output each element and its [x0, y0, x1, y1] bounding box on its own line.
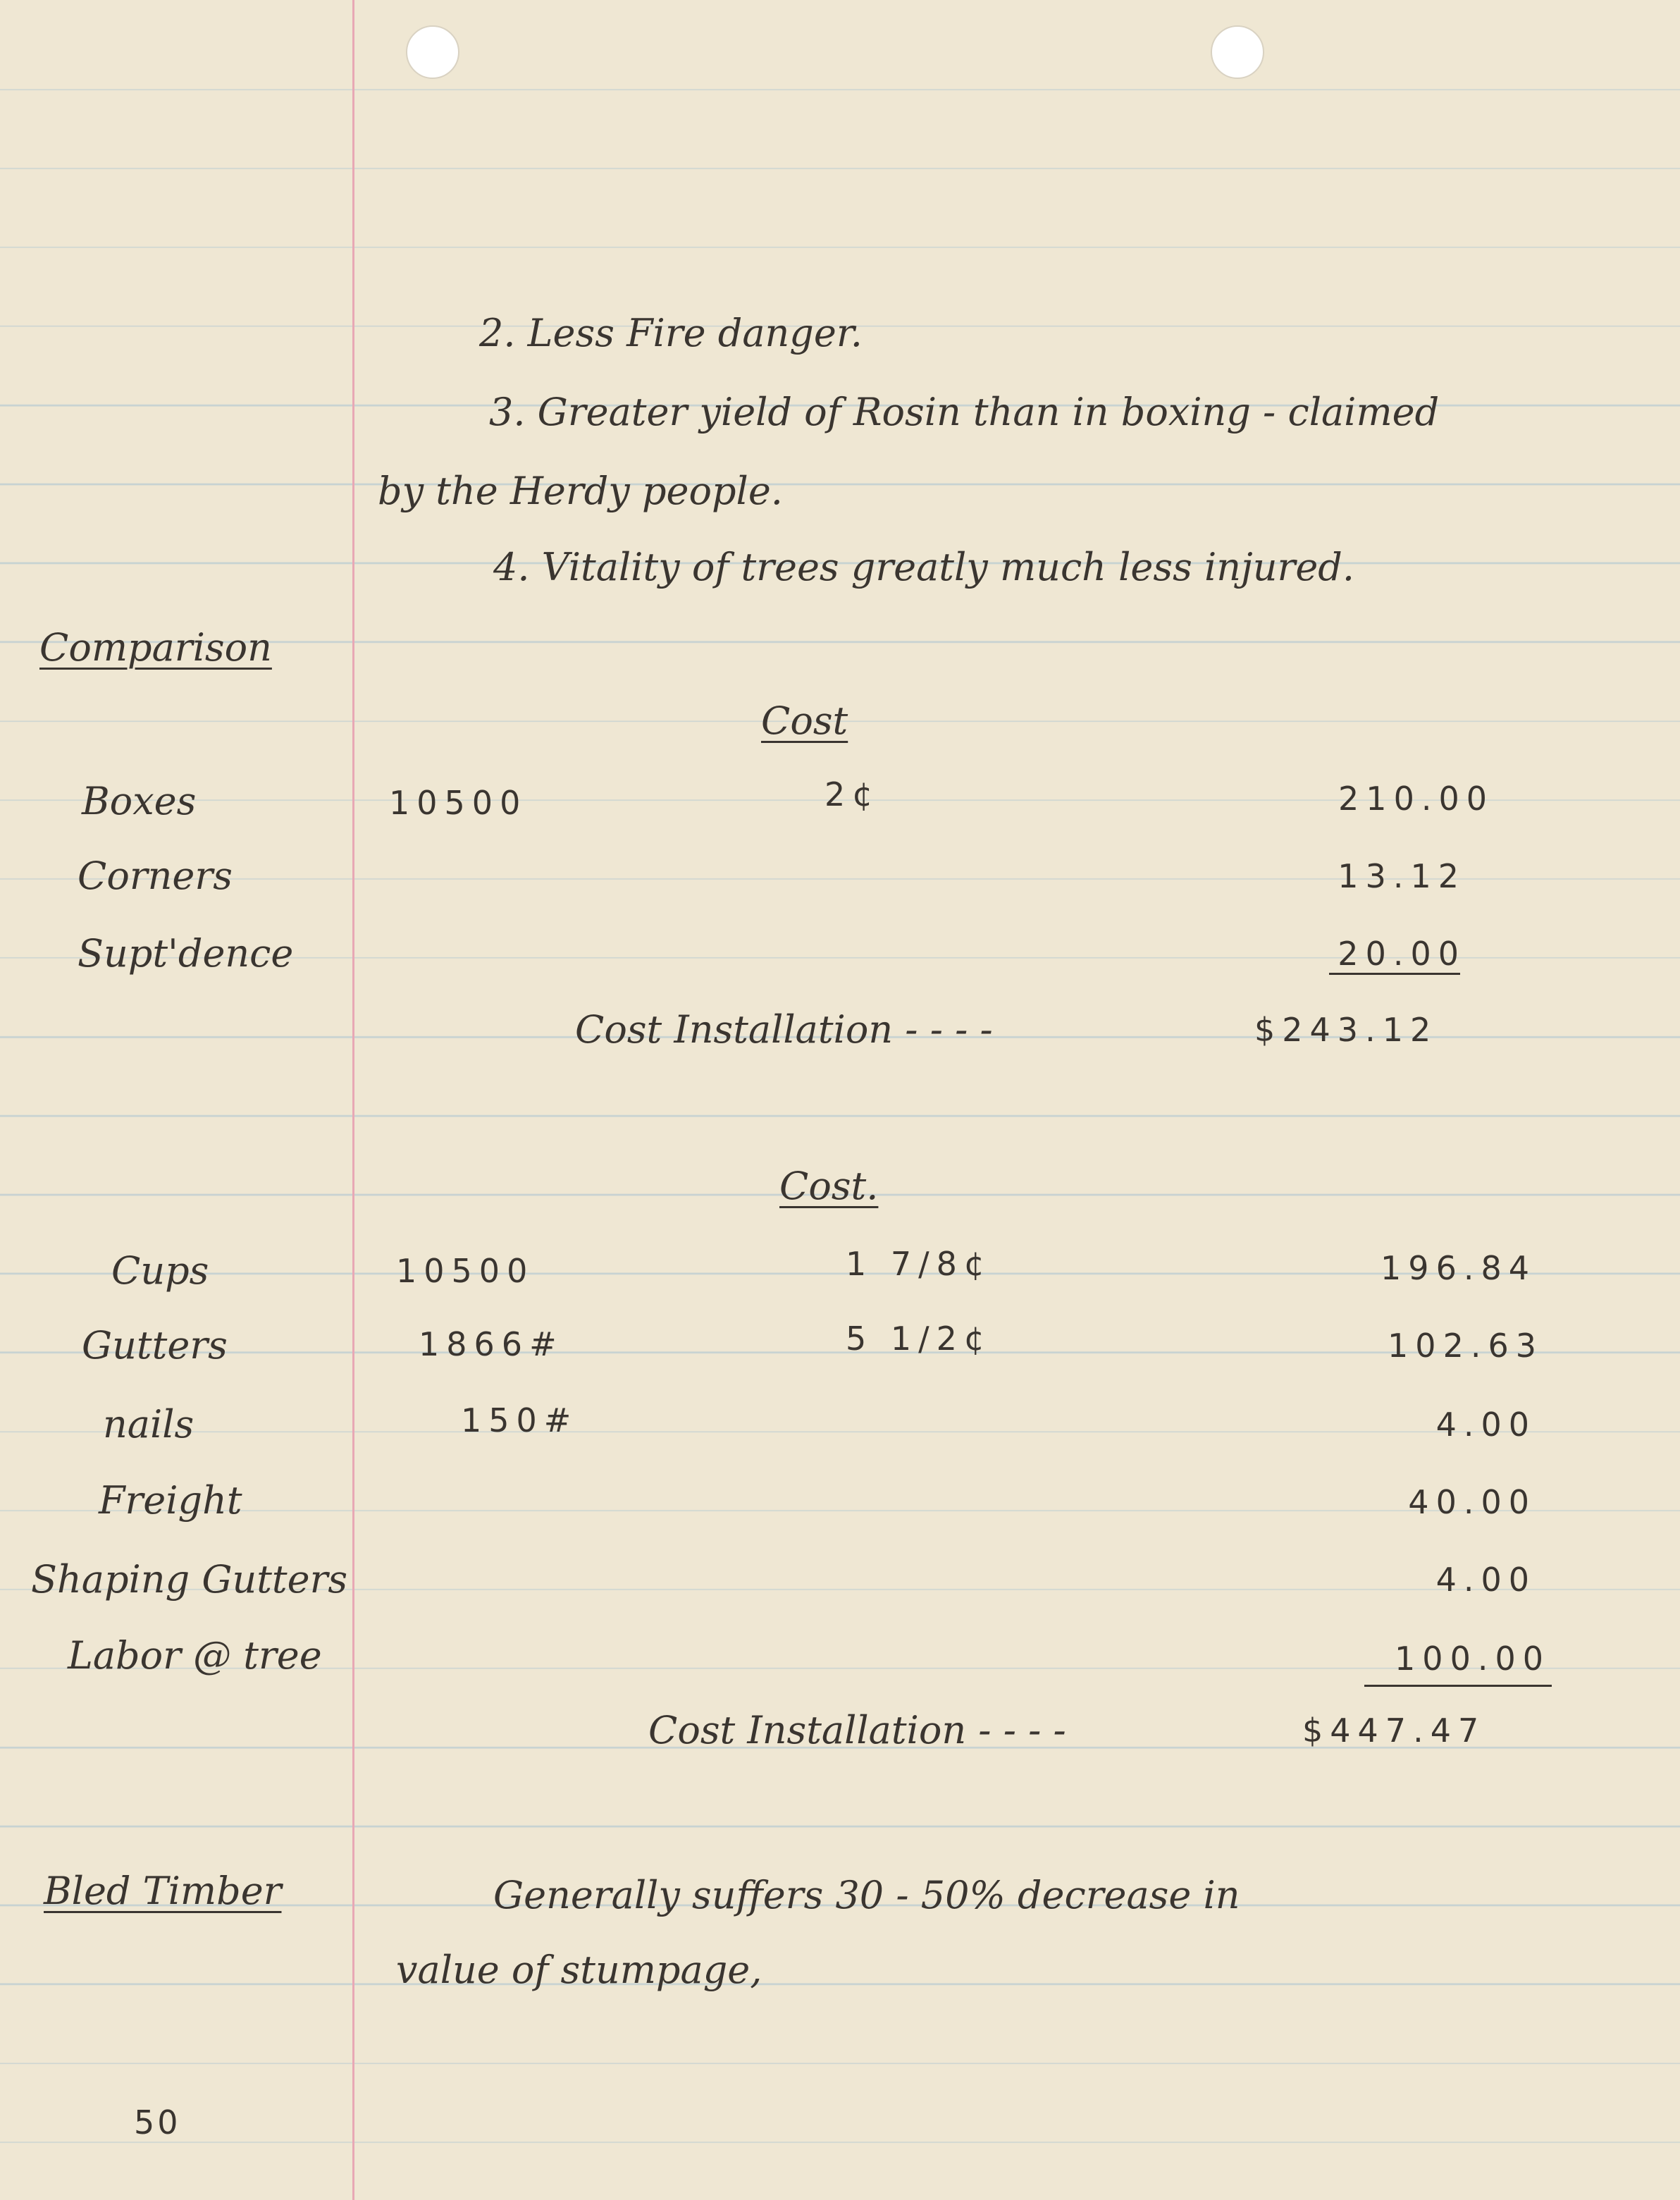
row-qty-cups: 10500: [396, 1252, 535, 1290]
cups-sum-rule: [1364, 1685, 1552, 1687]
boxes-sum-rule: [1329, 973, 1460, 975]
boxes-total-label: Cost Installation - - - -: [575, 1007, 993, 1052]
row-rate-gutters: 5 1/2¢: [846, 1320, 992, 1358]
row-amount-nails: 4.00: [1435, 1406, 1536, 1444]
boxes-total: $243.12: [1254, 1011, 1438, 1049]
row-label-nails: nails: [103, 1402, 194, 1446]
row-amount-cups: 196.84: [1381, 1249, 1536, 1287]
row-label-suptdence: Supt'dence: [78, 931, 294, 976]
row-qty-boxes: 10500: [389, 784, 528, 822]
row-amount-boxes: 210.00: [1338, 780, 1494, 818]
cups-total: $447.47: [1302, 1712, 1486, 1750]
row-amount-shaping-gutters: 4.00: [1435, 1561, 1536, 1599]
boxes-cost-heading: Cost: [761, 699, 848, 743]
row-label-freight: Freight: [99, 1478, 242, 1523]
row-label-gutters: Gutters: [82, 1323, 228, 1368]
point-2-line: 2. Less Fire danger.: [479, 311, 863, 355]
row-amount-freight: 40.00: [1408, 1483, 1536, 1521]
cups-total-label: Cost Installation - - - -: [648, 1708, 1066, 1752]
row-amount-labor: 100.00: [1395, 1640, 1550, 1678]
row-rate-cups: 1 7/8¢: [846, 1245, 992, 1283]
row-amount-suptdence: 20.00: [1338, 935, 1466, 973]
row-label-labor: Labor @ tree: [68, 1633, 322, 1678]
row-qty-gutters: 1866#: [419, 1325, 564, 1363]
row-amount-gutters: 102.63: [1388, 1327, 1543, 1365]
margin-line: [352, 0, 354, 2200]
punch-hole-left: [406, 25, 459, 79]
punch-hole-right: [1211, 25, 1264, 79]
row-label-cups: Cups: [111, 1248, 209, 1293]
bled-timber-text-2: value of stumpage,: [396, 1948, 762, 1992]
point-3-continuation: by the Herdy people.: [378, 469, 783, 513]
row-label-corners: Corners: [78, 854, 233, 898]
row-label-boxes: Boxes: [82, 779, 197, 823]
bled-timber-text-1: Generally suffers 30 - 50% decrease in: [493, 1873, 1240, 1917]
point-3-line: 3. Greater yield of Rosin than in boxing - claimed: [489, 390, 1440, 434]
comparison-heading: Comparison: [39, 625, 272, 670]
row-qty-nails: 150#: [461, 1401, 579, 1439]
bled-timber-heading: Bled Timber: [44, 1869, 282, 1913]
page-number: 50: [134, 2103, 181, 2141]
point-4-line: 4. Vitality of trees greatly much less injured.: [493, 545, 1355, 589]
cups-cost-heading: Cost.: [779, 1164, 879, 1208]
row-label-shaping-gutters: Shaping Gutters: [31, 1557, 348, 1602]
row-rate-boxes: 2¢: [824, 775, 880, 813]
row-amount-corners: 13.12: [1338, 857, 1466, 895]
